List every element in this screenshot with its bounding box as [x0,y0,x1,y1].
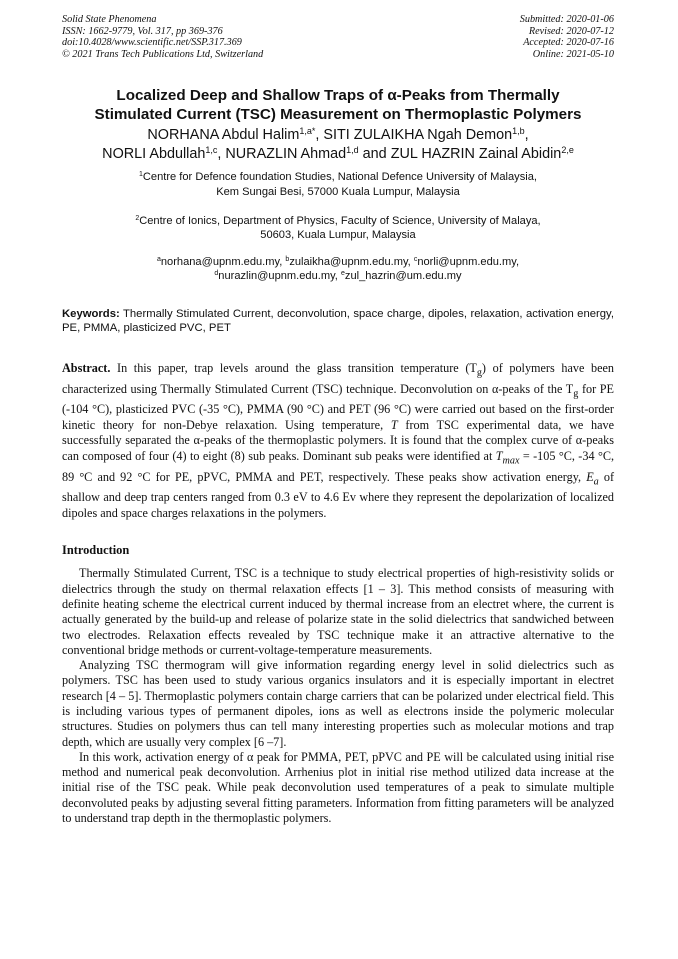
email-line-2 [62,269,614,283]
author-list [62,126,614,164]
keywords-label: Keywords: [62,307,120,320]
affiliation-text: Centre of Ionics, Department of Physics, Faculty of Science, University of Malaya, [139,214,541,227]
affiliation-line: Kem Sungai Besi, 57000 Kuala Lumpur, Malaysia [216,185,460,198]
author-affiliation-mark: 1,b [512,126,525,137]
email-link[interactable]: zul_hazrin@um.edu.my [344,270,462,283]
author-name: NORHANA Abdul Halim [147,127,300,144]
author-affiliation-mark: 1,c [205,145,218,156]
abstract-symbol: T [495,449,503,464]
affiliation-mark: 2 [135,214,140,222]
affiliation-2 [62,214,614,242]
title-line-1: Localized Deep and Shallow Traps of α-Peaks from Thermally [116,87,560,105]
affiliation-mark: 1 [139,171,143,179]
abstract-text: In this paper, trap levels around the glass transition temperature (T [117,361,477,376]
abstract-symbol: T [390,417,398,432]
affiliation-line: 50603, Kuala Lumpur, Malaysia [260,228,416,241]
title-line-2: Stimulated Current (TSC) Measurement on Thermoplastic Polymers [94,105,582,123]
author-line-2: NORLI Abdullah$^{1,c}$, NURAZLIN Ahmad$^{1,d}$ and ZUL HAZRIN Zainal Abidin$^{2,e}$ [102,145,574,163]
keywords [62,307,614,336]
introduction-body [62,566,614,826]
journal-doi[interactable]: doi:10.4028/www.scientific.net/SSP.317.369 [62,37,242,49]
email-mark: c [413,256,418,264]
email-mark: e [340,270,345,278]
date-revised: Revised: 2020-07-12 [528,25,614,37]
abstract-symbol: E [586,469,594,484]
abstract [62,361,614,521]
journal-issn: ISSN: 1662-9779, Vol. 317, pp 369-376 [62,25,223,37]
email-mark: a [156,256,161,264]
author-name: NORLI Abdullah [102,146,206,163]
author-affiliation-mark: 1,a* [299,126,316,137]
abstract-text: of shallow and deep trap centers ranged from 0.3 eV to 4.6 Ev where they represent the depolarization of localized dipoles and space charges relaxations in the polymers. [62,469,614,520]
paragraph: Analyzing TSC thermogram will give information regarding energy level in solid dielectrics such as polymers. TSC has been used to study various organics insulators and it is especially important in electret research [4 – 5]. Thermoplastic polymers contain charge carriers that can be polarized under electrical field. This is including various types of permanent dipoles, ions as well as electrons inside the polymeric molecular structures. Studies on polymers thus can tell many interesting properties such as molecular motions and trap depth, which are usually very complex [6 –7]. [62,658,614,749]
email-link[interactable]: norli@upnm.edu.my, [417,256,520,269]
journal-copyright: © 2021 Trans Tech Publications Ltd, Switzerland [62,48,264,60]
journal-info [62,14,263,60]
author-affiliation-mark: 2,e [561,145,574,156]
email-link[interactable]: zulaikha@upnm.edu.my, [289,256,411,269]
date-submitted: Submitted: 2020-01-06 [519,14,614,25]
affiliation-line [62,214,614,228]
abstract-text: = -105 °C, -34 °C, 89 °C and 92 °C for PE, pPVC, PMMA and PET, respectively. These peaks show activation energy, [62,449,614,484]
date-online: Online: 2021-05-10 [532,48,614,60]
journal-name: Solid State Phenomena [62,14,157,25]
author-name: ZUL HAZRIN Zainal Abidin [390,146,562,163]
date-accepted: Accepted: 2020-07-16 [523,37,614,49]
paragraph: In this work, activation energy of α peak for PMMA, PET, pPVC and PE will be calculated using initial rise method and numerical peak deconvolution. Arrhenius plot in initial rise method utilized data increase at the initial rise of the TSC peak. While peak deconvolution used temperatures of a peak to simulate multiple deconvoluted peaks by adjusting several fitting parameters. Information from fitting parameters will be analyzed to understand trap depth in the thermoplastic polymers. [62,749,614,826]
author-line-1: NORHANA Abdul Halim$^{1,a*}$, SITI ZULAIKHA Ngah Demon$^{1,b}$, [147,126,529,144]
abstract-subscript: g [573,388,579,400]
abstract-text: for PE (-104 °C), plasticized PVC (-35 °C), PMMA (90 °C) and PET (96 °C) were carried out based on the first-order kinetic theory for non-Debye relaxation. Using temperature, [62,381,615,432]
author-name: SITI ZULAIKHA Ngah Demon [323,127,513,144]
keywords-text: Thermally Stimulated Current, deconvolution, space charge, dipoles, relaxation, activation energy, PE, PMMA, plasticized PVC, PET [62,307,614,334]
email-link[interactable]: norhana@upnm.edu.my, [160,256,283,269]
email-line-1 [62,255,614,269]
submission-dates [520,14,614,60]
section-heading-introduction: Introduction [62,543,130,558]
email-mark: d [214,270,219,278]
abstract-subscript: max [502,455,520,467]
affiliation-line [62,170,614,184]
affiliation-1 [62,170,614,198]
author-emails [62,255,614,283]
email-link[interactable]: nurazlin@upnm.edu.my, [218,270,338,283]
abstract-text: ) of polymers have been characterized using Thermally Stimulated Current (TSC) technique. Deconvolution on α-peaks of the T [62,361,614,396]
paper-title [62,87,614,124]
abstract-text: from TSC experimental data, we have successfully separated the α-peaks of the thermoplastic polymers. It is found that the complex curve of α-peaks can composed of four (4) to eight (8) sub peaks. Dominant sub peaks were identified at [62,417,615,464]
abstract-subscript: g [476,367,482,379]
author-affiliation-mark: 1,d [346,145,359,156]
abstract-label: Abstract. [62,361,111,376]
paragraph: Thermally Stimulated Current, TSC is a technique to study electrical properties of high-resistivity solids or dielectrics through the study on thermal relaxation effects [1 – 3]. This method consists of measuring with definite heating scheme the electrical current induced by thermal increase from an electret where, the current is actually generated by the build-up and release of polarize state in the solid dielectrics that sandwiched between two electrodes. Relaxation effects revealed by TSC technique make it an attractive alternative to the conventional bridge methods or current-voltage-temperature measurements. [62,566,614,657]
affiliation-text: Centre for Defence foundation Studies, National Defence University of Malaysia, [142,171,537,184]
email-mark: b [285,256,290,264]
abstract-subscript: a [593,475,599,487]
journal-header [62,14,614,60]
author-name: NURAZLIN Ahmad [225,146,347,163]
